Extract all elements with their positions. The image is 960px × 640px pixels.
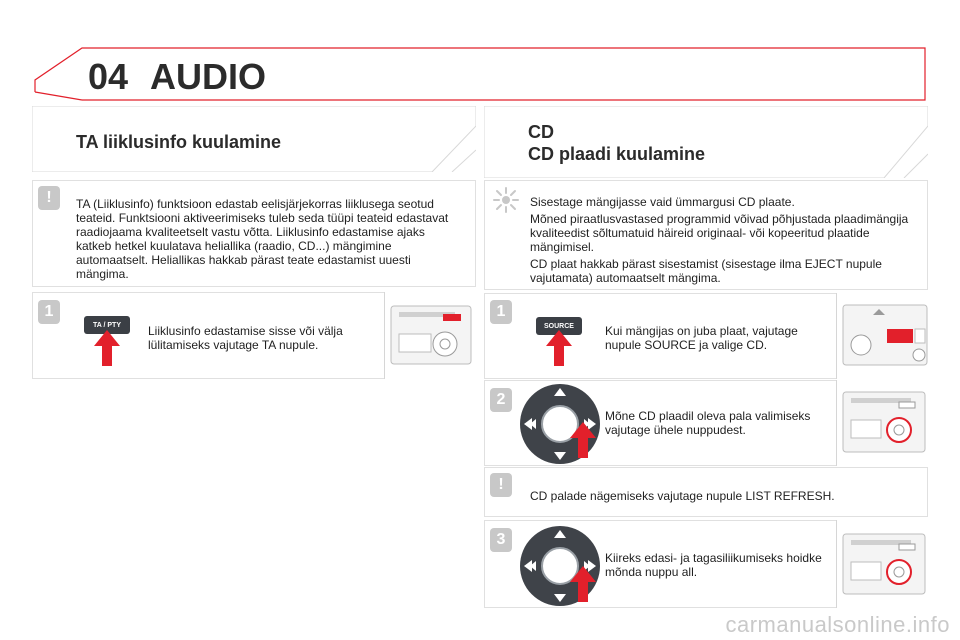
tip-paragraph: CD plaat hakkab pärast sisestamist (sisestage ilma EJECT nupule vajutamata) automaatselt mängima.: [530, 257, 882, 285]
tip-paragraph: Mõned piraatlusvastased programmid võivad põhjustada plaadimängija kvaliteedist sõltumatuid häireid originaal- või kopeeritud plaatide mängimisel.: [530, 212, 909, 254]
left-warning-text: TA (Liiklusinfo) funktsioon edastab eelisjärjekorras liiklusega seotud teateid. Funktsiooni aktiveerimiseks tuleb seda tüüpi teateid edastavat raadiojaama kvaliteetselt vastu võtta. Liiklusinfo edastamise ajaks katkeb hetkel kuulatava heliallika (raadio, CD...) mängimine automaatselt. Heliallikas hakkab pärast teate edastamist uuesti mängima.: [76, 197, 449, 281]
right-section-title-cd: CD: [528, 122, 554, 142]
radio-unit-thumbnail: [836, 380, 928, 466]
radio-unit-thumbnail: [836, 520, 928, 608]
chapter-title: AUDIO: [150, 56, 266, 97]
press-arrow-icon: [94, 330, 120, 366]
right-step1-text: Kui mängijas on juba plaat, vajutage nupule SOURCE ja valige CD.: [605, 324, 798, 352]
right-warning-text: CD palade nägemiseks vajutage nupule LIST REFRESH.: [530, 489, 835, 503]
lightbulb-icon: [492, 186, 520, 214]
step-badge: 1: [490, 300, 512, 324]
tip-paragraph: Sisestage mängijasse vaid ümmargusi CD plaate.: [530, 195, 795, 209]
ta-pty-button[interactable]: TA / PTY: [84, 316, 130, 334]
step-badge: 2: [490, 388, 512, 412]
watermark: carmanualsonline.info: [725, 612, 950, 637]
chapter-number: 04: [88, 56, 129, 97]
right-step3-text: Kiireks edasi- ja tagasiliikumiseks hoidke mõnda nuppu all.: [605, 551, 822, 579]
step-badge: 3: [490, 528, 512, 552]
warning-icon: !: [490, 473, 512, 497]
right-section-title: CD plaadi kuulamine: [528, 144, 706, 164]
header-frame: [0, 0, 960, 110]
left-section-title: TA liiklusinfo kuulamine: [76, 132, 282, 152]
source-button[interactable]: SOURCE: [536, 317, 582, 335]
radio-unit-thumbnail: [836, 293, 928, 379]
right-step2-text: Mõne CD plaadil oleva pala valimiseks vajutage ühele nuppudest.: [605, 409, 811, 437]
press-arrow-icon: [546, 330, 572, 366]
press-arrow-icon: [570, 422, 596, 458]
radio-unit-thumbnail: [384, 292, 476, 379]
warning-icon: !: [38, 186, 60, 210]
step-badge: 1: [38, 300, 60, 324]
right-tip-text: [530, 195, 915, 288]
press-arrow-icon: [570, 566, 596, 602]
left-step1-text: Liiklusinfo edastamise sisse või välja lülitamiseks vajutage TA nupule.: [148, 324, 343, 352]
